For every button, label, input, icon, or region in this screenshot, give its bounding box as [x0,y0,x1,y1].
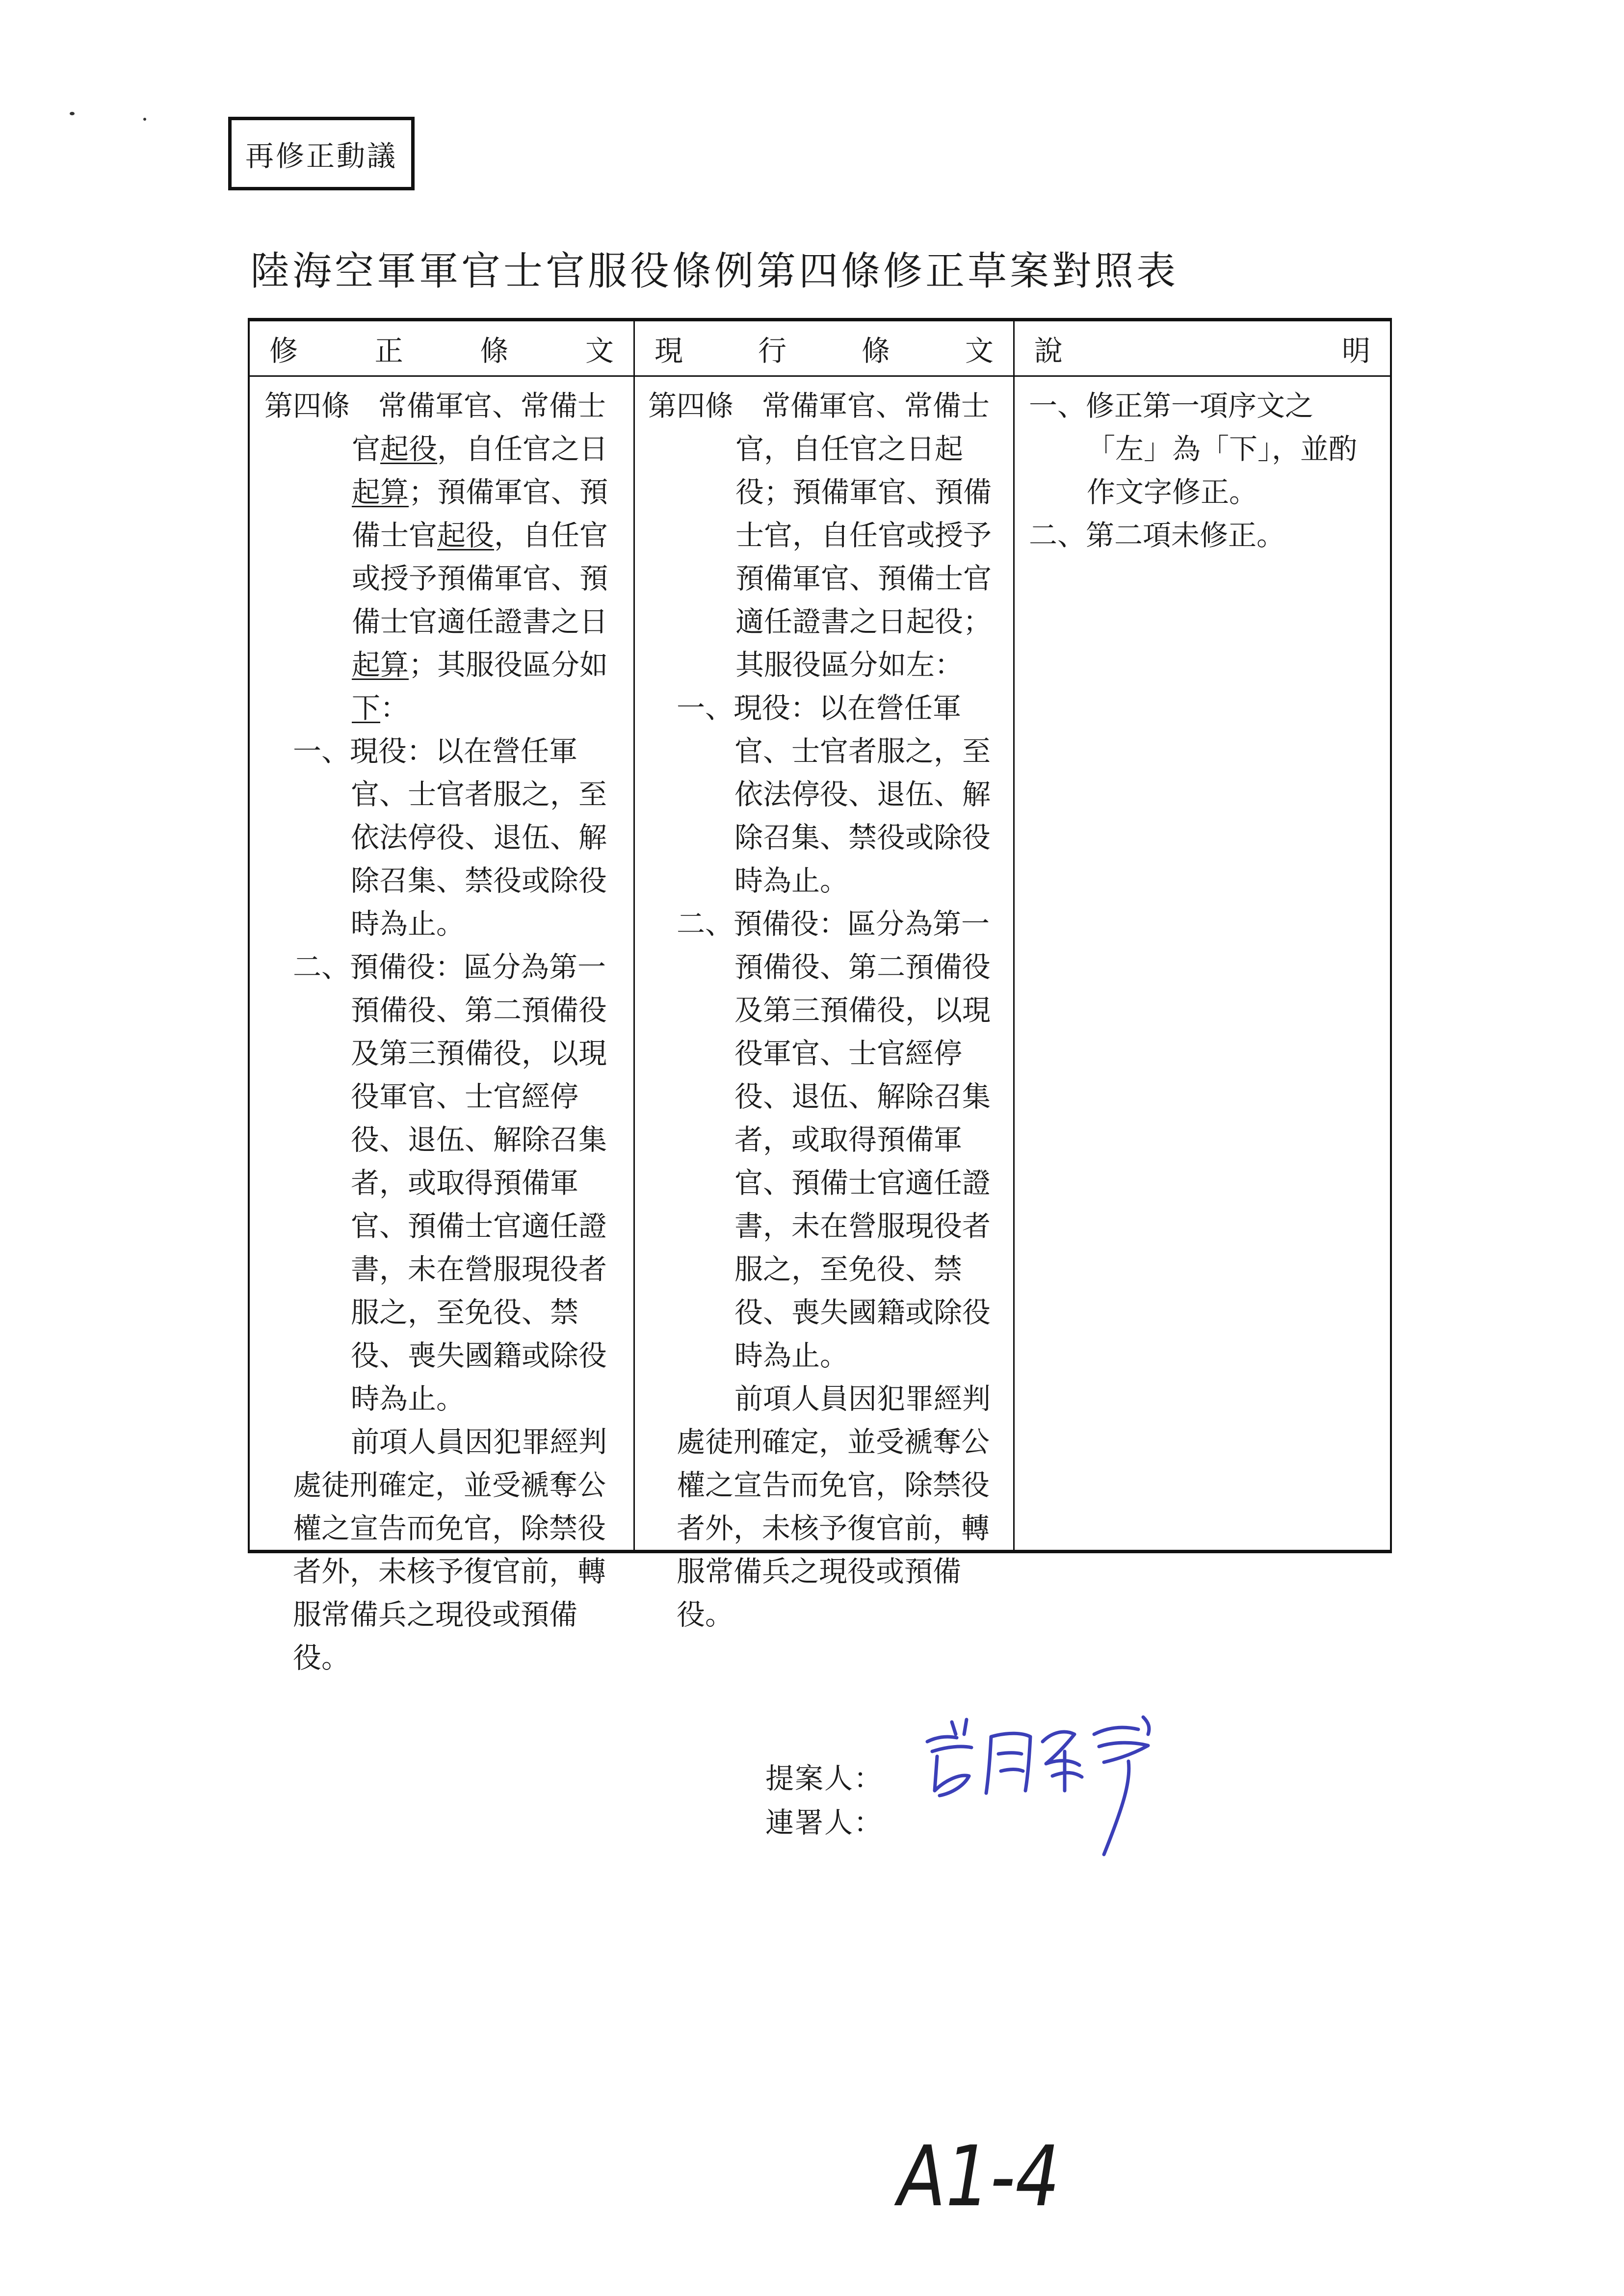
header-char: 文 [585,334,614,367]
underlined-amendment: 起算 [352,648,409,681]
page-number-text: A1-4 [893,2128,1060,2225]
amended-text-column [264,384,620,1679]
explanation-column [1029,384,1378,557]
scan-speck [70,112,75,115]
underlined-amendment: 起役 [437,519,495,552]
header-current [635,321,1013,375]
header-char: 正 [374,334,403,367]
header-char: 現 [655,334,683,367]
header-char: 條 [861,334,890,367]
current-text-column [648,384,999,1636]
amended-paragraph-2: 前項人員因犯罪經判處徒刑確定，並受褫奪公權之宣告而免官，除禁役者外，未核予復官前，轉服常備兵之現役或預備役。 [293,1425,607,1674]
underlined-amendment: 起役 [380,432,438,466]
header-amended [250,321,633,375]
header-explanation [1015,321,1390,375]
current-item-2: 二、預備役：區分為第一預備役、第二預備役及第三預備役，以現役軍官、士官經停役、退伍、解除召集者，或取得預備軍官、預備士官適任證書，未在營服現役者服之，至免役、禁役、喪失國籍或除役時為止。 [677,907,991,1372]
header-char: 明 [1341,334,1370,367]
column-divider [633,321,635,1550]
handwritten-signature [917,1707,1192,1864]
header-char: 說 [1034,334,1063,367]
header-divider [250,375,1390,377]
header-char: 文 [965,334,994,367]
page-title: 陸海空軍軍官士官服役條例第四條修正草案對照表 [250,248,1179,294]
underlined-amendment: 下 [352,691,381,725]
underlined-amendment: 起算 [352,475,409,509]
signature-text: 曾銘宗 [917,1707,919,1708]
column-divider [1013,321,1015,1550]
status-badge: 再修正動議 [228,117,415,190]
amended-item-2: 二、預備役：區分為第一預備役、第二預備役及第三預備役，以現役軍官、士官經停役、退伍、解除召集者，或取得預備軍官、預備士官適任證書，未在營服現役者服之，至免役、禁役、喪失國籍或除役時為止。 [293,950,607,1415]
explanation-note-1: 一、修正第一項序文之「左」為「下」，並酌作文字修正。 [1029,389,1358,509]
amended-item-1: 一、現役：以在營任軍官、士官者服之，至依法停役、退伍、解除召集、禁役或除役時為止。 [293,734,607,940]
cosigner-label: 連署人： [765,1806,884,1839]
explanation-note-2: 二、第二項未修正。 [1029,519,1285,552]
scan-speck [143,118,146,121]
header-char: 條 [480,334,509,367]
current-paragraph-2: 前項人員因犯罪經判處徒刑確定，並受褫奪公權之宣告而免官，除禁役者外，未核予復官前，轉服常備兵之現役或預備役。 [677,1382,991,1631]
header-char: 行 [758,334,786,367]
current-item-1: 一、現役：以在營任軍官、士官者服之，至依法停役、退伍、解除召集、禁役或除役時為止。 [677,691,991,897]
header-char: 修 [269,334,298,367]
comparison-table [248,318,1392,1674]
amended-article: 第四條 常備軍官、常備士官起役，自任官之日起算；預備軍官、預備士官起役，自任官或授予預備軍官、預備士官適任證書之日起算；其服役區分如下： [264,389,608,725]
current-article: 第四條 常備軍官、常備士官，自任官之日起役；預備軍官、預備士官，自任官或授予預備軍官、預備士官適任證書之日起役；其服役區分如左： [648,389,992,681]
page-number [893,2124,1070,2225]
proposer-label: 提案人： [765,1762,884,1795]
